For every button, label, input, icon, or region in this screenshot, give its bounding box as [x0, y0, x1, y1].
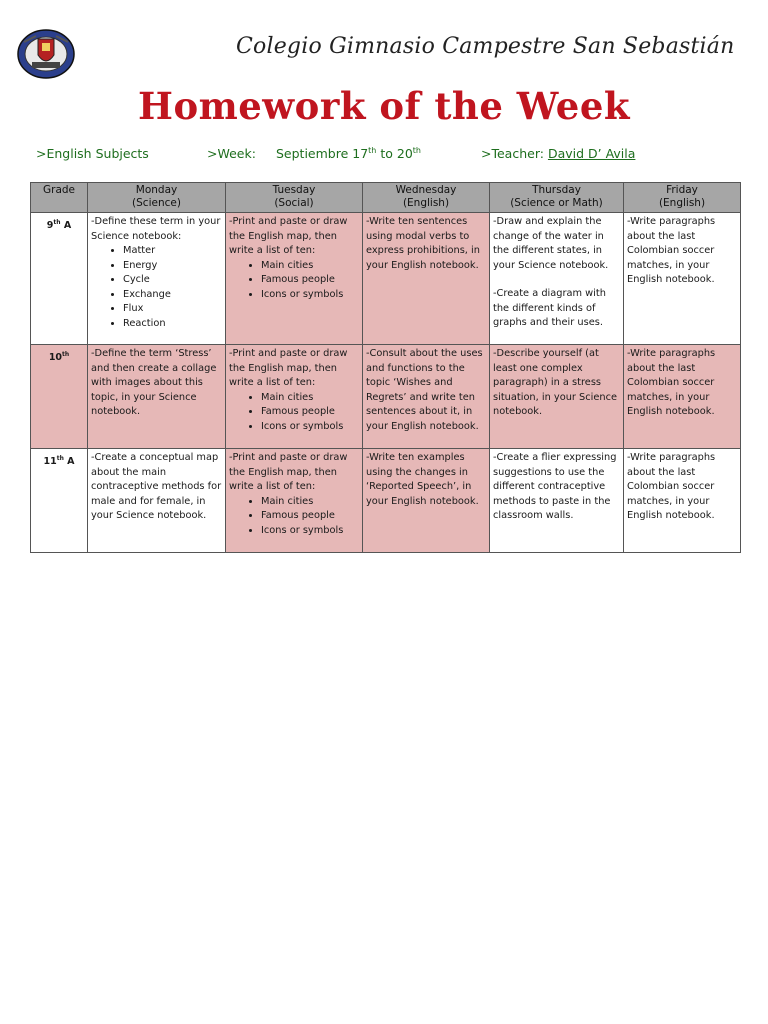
list-item: • Famous people — [261, 273, 359, 288]
friday-cell: -Write paragraphs about the last Colombian soccer matches, in your English notebook. — [624, 449, 741, 553]
friday-cell: -Write paragraphs about the last Colombian soccer matches, in your English notebook. — [624, 345, 741, 449]
header-monday: Monday (Science) — [88, 183, 226, 213]
school-name: Colegio Gimnasio Campestre San Sebastián — [236, 34, 735, 59]
tuesday-cell: -Print and paste or draw the English map, then write a list of ten: • Main cities • Famous people • Icons or symbols — [226, 213, 363, 345]
wednesday-cell: -Write ten examples using the changes in ‘Reported Speech’, in your English notebook. — [363, 449, 490, 553]
friday-cell: -Write paragraphs about the last Colombian soccer matches, in your English notebook. — [624, 213, 741, 345]
grade-cell: 10th — [31, 345, 88, 449]
header-tuesday: Tuesday (Social) — [226, 183, 363, 213]
list-item: • Exchange — [123, 288, 222, 303]
list-item: • Matter — [123, 244, 222, 259]
wednesday-cell: -Consult about the uses and functions to the topic ‘Wishes and Regrets’ and write ten sentences about it, in your English notebook. — [363, 345, 490, 449]
list-item: • Main cities — [261, 495, 359, 510]
thursday-cell: -Create a flier expressing suggestions to use the different contraceptive methods to paste in the classroom walls. — [490, 449, 624, 553]
grade-cell: 11th A — [31, 449, 88, 553]
homework-table — [30, 182, 741, 553]
tuesday-cell: -Print and paste or draw the English map, then write a list of ten: • Main cities • Famous people • Icons or symbols — [226, 345, 363, 449]
week-label: >Week: — [207, 146, 256, 161]
page-title: Homework of the Week — [137, 84, 630, 128]
list-item: • Flux — [123, 302, 222, 317]
list-item: • Cycle — [123, 273, 222, 288]
list-item: • Icons or symbols — [261, 524, 359, 539]
ten-list — [229, 259, 359, 303]
header-grade: Grade — [31, 183, 88, 213]
subjects-label: >English Subjects — [36, 146, 149, 161]
list-item: • Icons or symbols — [261, 288, 359, 303]
monday-cell: -Define these term in your Science notebook: • Matter • Energy • Cycle • Exchange • Flux • Reaction — [88, 213, 226, 345]
table-header-row — [31, 183, 741, 213]
ten-list — [229, 391, 359, 435]
teacher-label: >Teacher: David D’ Avila — [481, 146, 636, 161]
list-item: • Reaction — [123, 317, 222, 332]
week-value: Septiembre 17th to 20th — [276, 146, 422, 162]
list-item: • Energy — [123, 259, 222, 274]
list-item: • Famous people — [261, 509, 359, 524]
grade-cell: 9th A — [31, 213, 88, 345]
list-item: • Main cities — [261, 259, 359, 274]
monday-cell: -Create a conceptual map about the main contraceptive methods for male and for female, in your Science notebook. — [88, 449, 226, 553]
header-thursday: Thursday (Science or Math) — [490, 183, 624, 213]
monday-cell: -Define the term ‘Stress’ and then create a collage with images about this topic, in your Science notebook. — [88, 345, 226, 449]
header-wednesday: Wednesday (English) — [363, 183, 490, 213]
thursday-cell: -Describe yourself (at least one complex paragraph) in a stress situation, in your Science notebook. — [490, 345, 624, 449]
school-crest-icon — [16, 24, 76, 84]
table-row — [31, 345, 741, 449]
ten-list — [229, 495, 359, 539]
list-item: • Famous people — [261, 405, 359, 420]
tuesday-cell: -Print and paste or draw the English map, then write a list of ten: • Main cities • Famous people • Icons or symbols — [226, 449, 363, 553]
teacher-name: David D’ Avila — [547, 146, 636, 161]
wednesday-cell: -Write ten sentences using modal verbs to express prohibitions, in your English notebook. — [363, 213, 490, 345]
thursday-cell: -Draw and explain the change of the water in the different states, in your Science notebook. -Create a diagram with the different kinds of graphs and their uses. — [490, 213, 624, 345]
list-item: • Icons or symbols — [261, 420, 359, 435]
list-item: • Main cities — [261, 391, 359, 406]
table-row — [31, 213, 741, 345]
header-friday: Friday (English) — [624, 183, 741, 213]
table-row — [31, 449, 741, 553]
term-list — [91, 244, 222, 331]
